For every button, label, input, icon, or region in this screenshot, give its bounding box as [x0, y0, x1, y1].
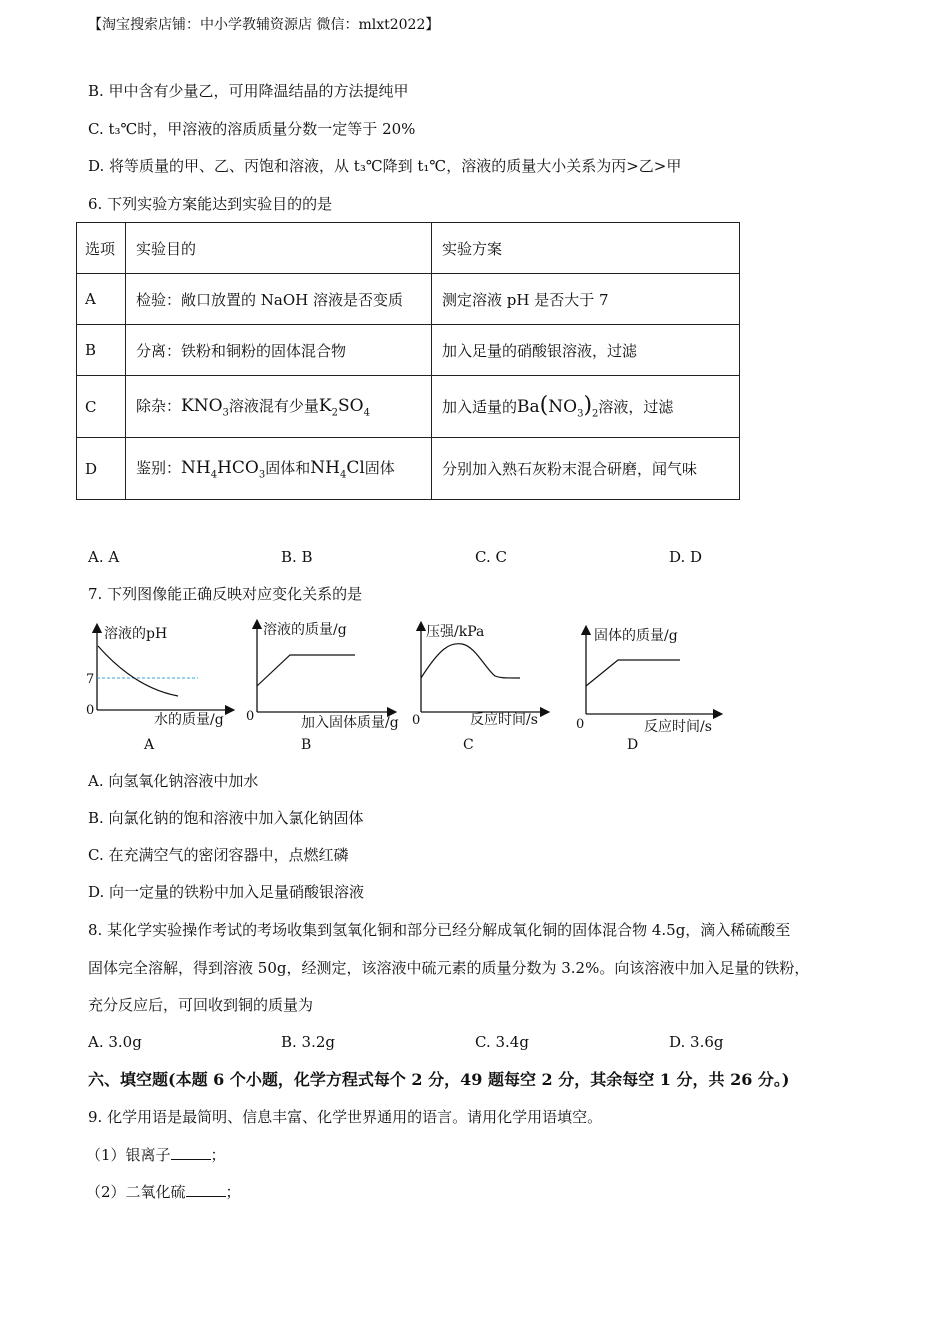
q9-item-2-label: （2）二氧化硫	[86, 1183, 186, 1201]
graph-d-ylabel: 固体的质量/g	[594, 628, 678, 644]
q5-option-d: D. 将等质量的甲、乙、丙饱和溶液，从 t₃℃降到 t₁℃，溶液的质量大小关系为丙>乙>甲	[88, 157, 682, 175]
row-option: C	[77, 376, 126, 438]
row-plan: 测定溶液 pH 是否大于 7	[432, 274, 740, 325]
graph-b-letter: B	[301, 737, 312, 753]
row-goal: 分离：铁粉和铜粉的固体混合物	[126, 325, 432, 376]
q8-line-2: 固体完全溶解，得到溶液 50g，经测定，该溶液中硫元素的质量分数为 3.2%。向该溶液中加入足量的铁粉，	[88, 959, 810, 977]
graph-a-ytick: 7	[86, 672, 95, 687]
graph-a	[86, 625, 230, 753]
q8-choice-b: B. 3.2g	[281, 1033, 336, 1051]
graph-d-curve	[586, 660, 680, 686]
row-option: D	[77, 438, 126, 500]
row-option: B	[77, 325, 126, 376]
row-goal: 鉴别：$NH_4HCO_3$固体和$NH_4Cl$固体	[126, 438, 432, 500]
page-header: 【淘宝搜索店铺：中小学教辅资源店 微信：mlxt2022】	[88, 17, 440, 33]
table-header-row	[77, 223, 740, 274]
q9-stem: 9. 化学用语是最简明、信息丰富、化学世界通用的语言。请用化学用语填空。	[88, 1108, 603, 1126]
table-row	[77, 274, 740, 325]
graph-c-origin: 0	[412, 713, 421, 728]
graph-a-curve	[98, 646, 178, 696]
graph-c-ylabel: 压强/kPa	[426, 624, 485, 640]
table-row	[77, 376, 740, 438]
q7-option-b: B. 向氯化钠的饱和溶液中加入氯化钠固体	[88, 809, 364, 827]
graph-d-origin: 0	[576, 717, 585, 732]
row-plan: 加入足量的硝酸银溶液，过滤	[432, 325, 740, 376]
graph-b-curve	[257, 655, 355, 686]
q7-option-d: D. 向一定量的铁粉中加入足量硝酸银溶液	[88, 883, 365, 901]
graph-c-xlabel: 反应时间/s	[470, 712, 538, 728]
table-row	[77, 325, 740, 376]
table-row	[77, 438, 740, 500]
q6-choice-a: A. A	[88, 548, 120, 566]
q5-option-c: C. t₃℃时，甲溶液的溶质质量分数一定等于 20%	[88, 120, 416, 138]
header-goal: 实验目的	[126, 223, 432, 274]
graph-b-ylabel: 溶液的质量/g	[263, 622, 347, 638]
graph-c-curve	[421, 644, 520, 678]
graph-a-ylabel: 溶液的pH	[104, 626, 168, 642]
graph-b-origin: 0	[246, 709, 255, 724]
q9-item-1-label: （1）银离子	[86, 1146, 171, 1164]
graph-a-letter: A	[144, 737, 155, 753]
q6-table	[76, 222, 740, 500]
graph-a-origin: 0	[86, 703, 95, 718]
q8-choice-d: D. 3.6g	[669, 1033, 724, 1051]
row-plan: 分别加入熟石灰粉末混合研磨，闻气味	[432, 438, 740, 500]
graph-d-letter: D	[627, 737, 639, 753]
q8-choice-a: A. 3.0g	[88, 1033, 142, 1051]
graph-b-xlabel: 加入固体质量/g	[301, 715, 399, 731]
answer-blank[interactable]	[186, 1182, 226, 1197]
q6-choice-c: C. C	[475, 548, 507, 566]
q7-stem: 7. 下列图像能正确反映对应变化关系的是	[88, 585, 363, 603]
graph-d	[576, 627, 718, 753]
q8-line-1: 8. 某化学实验操作考试的考场收集到氢氧化铜和部分已经分解成氧化铜的固体混合物 4.5g，滴入稀硫酸至	[88, 921, 791, 939]
q8-choice-c: C. 3.4g	[475, 1033, 529, 1051]
row-goal: 除杂：$KNO_3$溶液混有少量$K_2SO_4$	[126, 376, 432, 438]
row-goal: 检验：敞口放置的 NaOH 溶液是否变质	[126, 274, 432, 325]
header-plan: 实验方案	[432, 223, 740, 274]
q6-stem: 6. 下列实验方案能达到实验目的的是	[88, 195, 333, 213]
graph-c	[412, 624, 545, 753]
row-plan: 加入适量的$Ba(NO_3)_2$溶液，过滤	[432, 376, 740, 438]
q5-option-b: B. 甲中含有少量乙，可用降温结晶的方法提纯甲	[88, 82, 409, 100]
row-option: A	[77, 274, 126, 325]
header-option: 选项	[77, 223, 126, 274]
graph-a-xlabel: 水的质量/g	[154, 712, 224, 728]
section-heading: 六、填空题(本题 6 个小题，化学方程式每个 2 分，49 题每空 2 分，其余每空 1 分，共 26 分。)	[88, 1070, 790, 1089]
q9-item-1: （1）银离子 ；	[86, 1146, 226, 1164]
graph-c-letter: C	[463, 737, 474, 753]
graph-d-xlabel: 反应时间/s	[644, 719, 712, 735]
q8-line-3: 充分反应后，可回收到铜的质量为	[88, 996, 314, 1014]
answer-blank[interactable]	[171, 1145, 211, 1160]
q9-item-2: （2）二氧化硫 ；	[86, 1183, 241, 1201]
q6-choice-d: D. D	[669, 548, 703, 566]
q7-option-a: A. 向氢氧化钠溶液中加水	[88, 772, 259, 790]
graph-b	[246, 621, 399, 753]
q7-figure	[80, 618, 730, 758]
q6-choice-b: B. B	[281, 548, 313, 566]
q7-option-c: C. 在充满空气的密闭容器中，点燃红磷	[88, 846, 349, 864]
